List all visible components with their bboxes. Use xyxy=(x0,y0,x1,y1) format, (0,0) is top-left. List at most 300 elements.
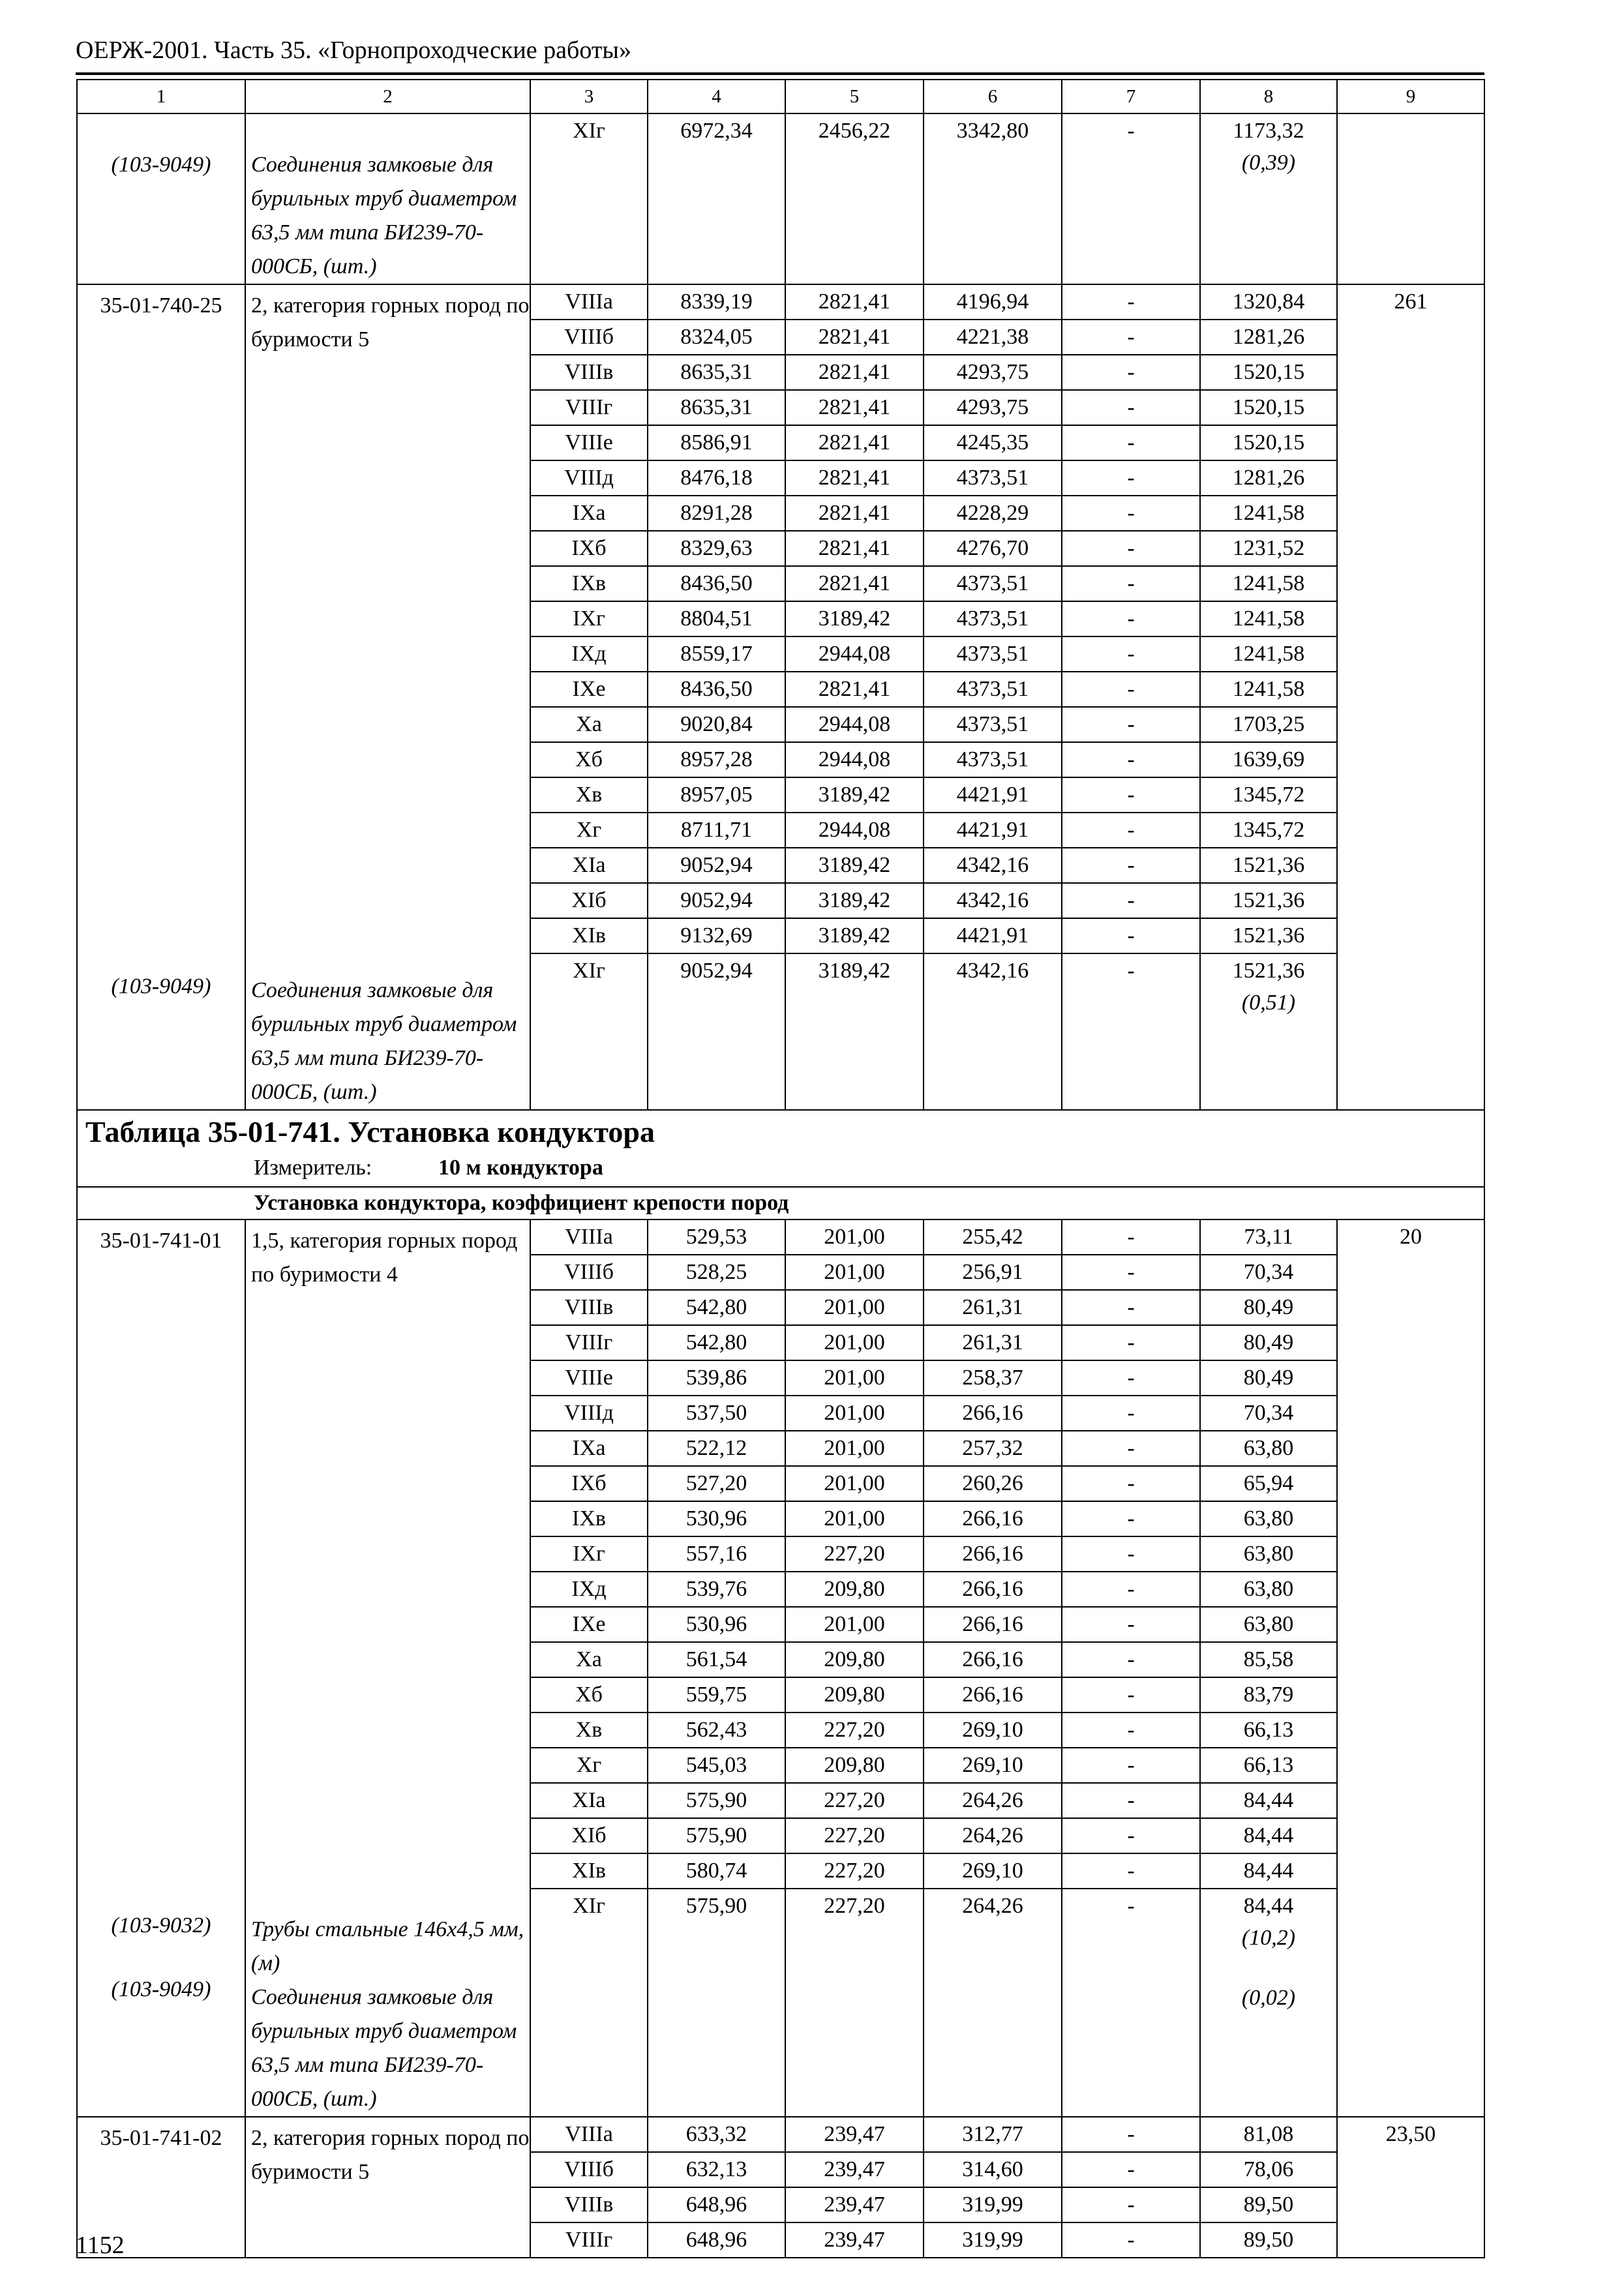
value-col4: 8339,19 xyxy=(648,284,785,320)
value-col6: 4373,51 xyxy=(924,672,1062,707)
value-col8: 1521,36 xyxy=(1200,918,1337,953)
subhead-cell xyxy=(77,1187,1484,1219)
column-number: 2 xyxy=(245,80,530,113)
value-col5: 227,20 xyxy=(785,1889,924,2117)
value-col6: 269,10 xyxy=(924,1853,1062,1889)
value-col7: - xyxy=(1062,707,1200,742)
subhead-row xyxy=(77,1187,1484,1219)
norm-description-cell xyxy=(245,284,530,1110)
rock-category: XIа xyxy=(530,848,648,883)
value-col7: - xyxy=(1062,1466,1200,1501)
value-col7: - xyxy=(1062,601,1200,636)
value-col5: 3189,42 xyxy=(785,953,924,1110)
value-col8: 89,50 xyxy=(1200,2187,1337,2222)
value-col8: 84,44 xyxy=(1200,1853,1337,1889)
rock-category: IXг xyxy=(530,1536,648,1572)
rock-category: IXе xyxy=(530,1607,648,1642)
value-col5: 209,80 xyxy=(785,1677,924,1713)
rock-category: VIIIа xyxy=(530,1219,648,1255)
value-col6: 266,16 xyxy=(924,1677,1062,1713)
value-col8: 1345,72 xyxy=(1200,777,1337,813)
value-col4: 8291,28 xyxy=(648,496,785,531)
value-col8: 1521,36 xyxy=(1232,959,1305,983)
rock-category: IXб xyxy=(530,1466,648,1501)
value-col4: 522,12 xyxy=(648,1431,785,1466)
value-col8: 63,80 xyxy=(1200,1607,1337,1642)
value-col8: 66,13 xyxy=(1200,1713,1337,1748)
value-col6: 4373,51 xyxy=(924,601,1062,636)
value-col7: - xyxy=(1062,918,1200,953)
rock-category: Xг xyxy=(530,813,648,848)
value-col4: 529,53 xyxy=(648,1219,785,1255)
value-col5: 2821,41 xyxy=(785,284,924,320)
resource-code: (103-9049) xyxy=(111,1977,211,2001)
value-col5: 201,00 xyxy=(785,1431,924,1466)
value-col5: 227,20 xyxy=(785,1713,924,1748)
value-col6: 4373,51 xyxy=(924,460,1062,496)
value-col8: 80,49 xyxy=(1200,1290,1337,1325)
column-number: 3 xyxy=(530,80,648,113)
value-col8: 1241,58 xyxy=(1200,496,1337,531)
value-col7: - xyxy=(1062,2117,1200,2152)
value-col8: 84,44 xyxy=(1243,1894,1294,1918)
value-col8: 63,80 xyxy=(1200,1501,1337,1536)
rock-category: XIг xyxy=(530,113,648,284)
value-col7: - xyxy=(1062,2187,1200,2222)
value-col8: 1521,36 xyxy=(1200,848,1337,883)
value-col4: 648,96 xyxy=(648,2222,785,2258)
spacer xyxy=(78,323,245,970)
value-col4: 562,43 xyxy=(648,1713,785,1748)
value-col6: 4221,38 xyxy=(924,320,1062,355)
meter xyxy=(78,1154,1484,1186)
value-col6: 314,60 xyxy=(924,2152,1062,2187)
value-col6: 3342,80 xyxy=(924,113,1062,284)
value-col5: 201,00 xyxy=(785,1501,924,1536)
rock-category: VIIIе xyxy=(530,425,648,460)
value-col7: - xyxy=(1062,113,1200,284)
resource-value: (0,51) xyxy=(1241,991,1296,1015)
value-col4: 557,16 xyxy=(648,1536,785,1572)
value-col4: 8559,17 xyxy=(648,636,785,672)
value-col5: 201,00 xyxy=(785,1325,924,1360)
value-col7: - xyxy=(1062,1536,1200,1572)
value-col4: 8329,63 xyxy=(648,531,785,566)
value-col5: 239,47 xyxy=(785,2152,924,2187)
value-col7: - xyxy=(1062,460,1200,496)
value-col7: - xyxy=(1062,1642,1200,1677)
value-col7: - xyxy=(1062,1572,1200,1607)
value-col6: 4421,91 xyxy=(924,777,1062,813)
value-col6: 266,16 xyxy=(924,1572,1062,1607)
value-col6: 4421,91 xyxy=(924,918,1062,953)
column-number: 1 xyxy=(77,80,245,113)
resource-code-text: (103-9049) xyxy=(111,153,211,177)
norms-table xyxy=(76,79,1485,2258)
value-col5: 201,00 xyxy=(785,1396,924,1431)
norm-description-cell xyxy=(245,2117,530,2258)
value-col8: 1241,58 xyxy=(1200,566,1337,601)
page-number: 1152 xyxy=(76,2232,125,2259)
spacer xyxy=(251,357,530,974)
norm-description: 2, категория горных пород по буримости 5 xyxy=(251,293,530,352)
value-col5: 3189,42 xyxy=(785,918,924,953)
value-col9: 23,50 xyxy=(1337,2117,1484,2258)
resource-name: Трубы стальные 146х4,5 мм, (м) xyxy=(251,1917,524,1975)
value-col8: 1345,72 xyxy=(1200,813,1337,848)
table-row xyxy=(77,284,1484,320)
value-col8: 1241,58 xyxy=(1200,636,1337,672)
value-col4: 633,32 xyxy=(648,2117,785,2152)
value-col6: 261,31 xyxy=(924,1290,1062,1325)
value-col5: 209,80 xyxy=(785,1748,924,1783)
value-col8: 83,79 xyxy=(1200,1677,1337,1713)
rock-category: XIб xyxy=(530,1818,648,1853)
value-col4: 542,80 xyxy=(648,1325,785,1360)
value-col6: 4373,51 xyxy=(924,742,1062,777)
value-col7: - xyxy=(1062,2152,1200,2187)
value-col4: 632,13 xyxy=(648,2152,785,2187)
value-col5: 239,47 xyxy=(785,2187,924,2222)
norm-code: 35-01-740-25 xyxy=(100,293,222,318)
value-col7: - xyxy=(1062,284,1200,320)
rock-category: XIб xyxy=(530,883,648,918)
rock-category: VIIIд xyxy=(530,1396,648,1431)
value-col8: 63,80 xyxy=(1200,1431,1337,1466)
rock-category: IXг xyxy=(530,601,648,636)
rock-category: IXб xyxy=(530,531,648,566)
value-col4: 575,90 xyxy=(648,1889,785,2117)
meter-label: Измеритель: xyxy=(254,1156,372,1180)
spacer xyxy=(78,1258,245,1909)
value-col5: 3189,42 xyxy=(785,777,924,813)
value-col4: 9020,84 xyxy=(648,707,785,742)
value-col7: - xyxy=(1062,390,1200,425)
rock-category: VIIIв xyxy=(530,2187,648,2222)
value-col7: - xyxy=(1062,1431,1200,1466)
value-col8: 1520,15 xyxy=(1200,390,1337,425)
value-col6: 4373,51 xyxy=(924,707,1062,742)
value-col4: 539,76 xyxy=(648,1572,785,1607)
value-col7: - xyxy=(1062,531,1200,566)
value-col6: 266,16 xyxy=(924,1536,1062,1572)
table-title-row xyxy=(77,1110,1484,1187)
value-col5: 201,00 xyxy=(785,1607,924,1642)
table-title: Таблица 35-01-741. Установка кондуктора xyxy=(85,1115,655,1148)
value-col5: 209,80 xyxy=(785,1572,924,1607)
value-col7: - xyxy=(1062,1607,1200,1642)
resource-code xyxy=(77,113,245,284)
value-col7: - xyxy=(1062,1818,1200,1853)
value-col5: 2821,41 xyxy=(785,460,924,496)
value-col6: 319,99 xyxy=(924,2187,1062,2222)
rock-category: VIIIа xyxy=(530,284,648,320)
value-col6: 4342,16 xyxy=(924,883,1062,918)
value-col6: 260,26 xyxy=(924,1466,1062,1501)
value-col8: 70,34 xyxy=(1200,1396,1337,1431)
rock-category: VIIIв xyxy=(530,355,648,390)
value-col8: 84,44 xyxy=(1200,1783,1337,1818)
value-col4: 539,86 xyxy=(648,1360,785,1396)
column-number-row xyxy=(77,80,1484,113)
column-number: 9 xyxy=(1337,80,1484,113)
column-number: 4 xyxy=(648,80,785,113)
value-col8: 1241,58 xyxy=(1200,672,1337,707)
value-col7: - xyxy=(1062,1783,1200,1818)
value-col7: - xyxy=(1062,883,1200,918)
value-col7: - xyxy=(1062,636,1200,672)
value-col8: 80,49 xyxy=(1200,1360,1337,1396)
value-col6: 4373,51 xyxy=(924,566,1062,601)
value-col6: 264,26 xyxy=(924,1818,1062,1853)
rock-category: IXа xyxy=(530,496,648,531)
value-col5: 3189,42 xyxy=(785,601,924,636)
value-col4: 528,25 xyxy=(648,1255,785,1290)
value-col4: 575,90 xyxy=(648,1818,785,1853)
value-col8: 1521,36 xyxy=(1200,883,1337,918)
value-col5: 201,00 xyxy=(785,1360,924,1396)
rock-category: VIIIб xyxy=(530,1255,648,1290)
value-col6: 258,37 xyxy=(924,1360,1062,1396)
value-col5: 2944,08 xyxy=(785,742,924,777)
column-number: 7 xyxy=(1062,80,1200,113)
meter-value: 10 м кондуктора xyxy=(438,1156,603,1180)
value-col7: - xyxy=(1062,355,1200,390)
value-col5: 227,20 xyxy=(785,1783,924,1818)
value-col6: 4342,16 xyxy=(924,848,1062,883)
value-col8: 1639,69 xyxy=(1200,742,1337,777)
norm-code: 35-01-741-02 xyxy=(100,2126,222,2150)
value-col8: 1231,52 xyxy=(1200,531,1337,566)
value-col6: 4293,75 xyxy=(924,355,1062,390)
page-header: ОЕРЖ-2001. Часть 35. «Горнопроходческие работы» xyxy=(76,37,631,64)
value-col8-cell xyxy=(1200,1889,1337,2117)
rock-category: XIв xyxy=(530,918,648,953)
value-col6: 266,16 xyxy=(924,1396,1062,1431)
value-col7: - xyxy=(1062,1360,1200,1396)
value-col4: 8324,05 xyxy=(648,320,785,355)
norm-description-cell xyxy=(245,1219,530,2117)
rock-category: IXв xyxy=(530,1501,648,1536)
value-col7: - xyxy=(1062,1748,1200,1783)
resource-value: (0,39) xyxy=(1241,151,1296,175)
value-col7: - xyxy=(1062,1677,1200,1713)
value-col5: 2821,41 xyxy=(785,531,924,566)
value-col5: 2821,41 xyxy=(785,672,924,707)
value-col8: 1241,58 xyxy=(1200,601,1337,636)
value-col6: 266,16 xyxy=(924,1607,1062,1642)
value-col7: - xyxy=(1062,777,1200,813)
value-col5: 3189,42 xyxy=(785,883,924,918)
value-col5: 201,00 xyxy=(785,1466,924,1501)
rock-category: VIIIг xyxy=(530,390,648,425)
rock-category: VIIIб xyxy=(530,2152,648,2187)
resource-name-text: Соединения замковые для бурильных труб диаметром 63,5 мм типа БИ239-70-000СБ, (шт.) xyxy=(251,153,517,278)
value-col4: 8436,50 xyxy=(648,672,785,707)
column-number: 8 xyxy=(1200,80,1337,113)
value-col6: 256,91 xyxy=(924,1255,1062,1290)
value-col7: - xyxy=(1062,848,1200,883)
value-col6: 4421,91 xyxy=(924,813,1062,848)
resource-name: Соединения замковые для бурильных труб диаметром 63,5 мм типа БИ239-70-000СБ, (шт.) xyxy=(251,1985,517,2111)
value-col6: 4228,29 xyxy=(924,496,1062,531)
value-col7: - xyxy=(1062,2222,1200,2258)
value-col8: 65,94 xyxy=(1200,1466,1337,1501)
rock-category: XIг xyxy=(530,953,648,1110)
value-col6: 4373,51 xyxy=(924,636,1062,672)
rock-category: XIа xyxy=(530,1783,648,1818)
value-col7: - xyxy=(1062,1853,1200,1889)
rock-category: Xг xyxy=(530,1748,648,1783)
value-col6: 312,77 xyxy=(924,2117,1062,2152)
header-rule xyxy=(76,72,1484,75)
table-row xyxy=(77,1219,1484,1255)
rock-category: IXд xyxy=(530,1572,648,1607)
value-col4: 542,80 xyxy=(648,1290,785,1325)
value-col4: 8476,18 xyxy=(648,460,785,496)
value-col6: 4276,70 xyxy=(924,531,1062,566)
value-col6: 266,16 xyxy=(924,1501,1062,1536)
value-col6: 269,10 xyxy=(924,1748,1062,1783)
norm-code-cell xyxy=(77,284,245,1110)
value-col4: 8711,71 xyxy=(648,813,785,848)
value-col7: - xyxy=(1062,1396,1200,1431)
value-col5: 201,00 xyxy=(785,1255,924,1290)
value-col7: - xyxy=(1062,672,1200,707)
value-col8: 1281,26 xyxy=(1200,460,1337,496)
value-col4: 575,90 xyxy=(648,1783,785,1818)
value-col9: 261 xyxy=(1337,284,1484,1110)
column-number: 6 xyxy=(924,80,1062,113)
value-col6: 255,42 xyxy=(924,1219,1062,1255)
value-col7: - xyxy=(1062,1255,1200,1290)
rock-category: IXе xyxy=(530,672,648,707)
value-col8: 66,13 xyxy=(1200,1748,1337,1783)
value-col8: 85,58 xyxy=(1200,1642,1337,1677)
value-col8: 73,11 xyxy=(1200,1219,1337,1255)
value-col4: 8436,50 xyxy=(648,566,785,601)
value-col7: - xyxy=(1062,1889,1200,2117)
norm-code-cell xyxy=(77,1219,245,2117)
value-col4: 8635,31 xyxy=(648,390,785,425)
value-col4: 537,50 xyxy=(648,1396,785,1431)
value-col7: - xyxy=(1062,496,1200,531)
value-col4: 9132,69 xyxy=(648,918,785,953)
value-col6: 4196,94 xyxy=(924,284,1062,320)
rock-category: VIIIб xyxy=(530,320,648,355)
resource-value: (0,02) xyxy=(1241,1986,1296,2010)
value-col5: 201,00 xyxy=(785,1290,924,1325)
value-col4: 545,03 xyxy=(648,1748,785,1783)
value-col7: - xyxy=(1062,320,1200,355)
value-col7: - xyxy=(1062,813,1200,848)
value-col8 xyxy=(1200,113,1337,284)
value-col5: 2821,41 xyxy=(785,496,924,531)
table-title-cell xyxy=(77,1110,1484,1187)
value-col5: 239,47 xyxy=(785,2117,924,2152)
value-col6: 4293,75 xyxy=(924,390,1062,425)
value-col7: - xyxy=(1062,1290,1200,1325)
value-col4: 6972,34 xyxy=(648,113,785,284)
value-col6: 4342,16 xyxy=(924,953,1062,1110)
value-col6: 264,26 xyxy=(924,1889,1062,2117)
value-col7: - xyxy=(1062,566,1200,601)
subhead: Установка кондуктора, коэффициент крепости пород xyxy=(254,1191,789,1215)
column-number: 5 xyxy=(785,80,924,113)
value-col4: 8957,05 xyxy=(648,777,785,813)
value-col5: 201,00 xyxy=(785,1219,924,1255)
value-col8: 89,50 xyxy=(1200,2222,1337,2258)
table-row xyxy=(77,2117,1484,2152)
value-col8: 81,08 xyxy=(1200,2117,1337,2152)
value-col5: 227,20 xyxy=(785,1853,924,1889)
value-col7: - xyxy=(1062,425,1200,460)
value-col6: 261,31 xyxy=(924,1325,1062,1360)
rock-category: Xа xyxy=(530,1642,648,1677)
resource-code: (103-9032) xyxy=(111,1913,211,1937)
norm-code: 35-01-741-01 xyxy=(100,1229,222,1253)
value-col4: 9052,94 xyxy=(648,848,785,883)
rock-category: XIг xyxy=(530,1889,648,2117)
value-col8: 78,06 xyxy=(1200,2152,1337,2187)
rock-category: IXв xyxy=(530,566,648,601)
value-col7: - xyxy=(1062,1219,1200,1255)
value-col8: 80,49 xyxy=(1200,1325,1337,1360)
resource-code: (103-9049) xyxy=(111,974,211,998)
value-col7: - xyxy=(1062,1325,1200,1360)
norm-description: 2, категория горных пород по буримости 5 xyxy=(251,2126,530,2184)
value-col4: 530,96 xyxy=(648,1607,785,1642)
rock-category: VIIIе xyxy=(530,1360,648,1396)
rock-category: Xб xyxy=(530,742,648,777)
rock-category: Xб xyxy=(530,1677,648,1713)
rock-category: XIв xyxy=(530,1853,648,1889)
value-col8: 1520,15 xyxy=(1200,425,1337,460)
rock-category: IXд xyxy=(530,636,648,672)
value-col5: 2944,08 xyxy=(785,636,924,672)
value-col6: 4245,35 xyxy=(924,425,1062,460)
value-col5: 209,80 xyxy=(785,1642,924,1677)
rock-category: VIIIд xyxy=(530,460,648,496)
value-col4: 8804,51 xyxy=(648,601,785,636)
rock-category: IXа xyxy=(530,1431,648,1466)
value-col6: 319,99 xyxy=(924,2222,1062,2258)
value-col6: 264,26 xyxy=(924,1783,1062,1818)
value-col8: 70,34 xyxy=(1200,1255,1337,1290)
value-col5: 2944,08 xyxy=(785,813,924,848)
norm-description: 1,5, категория горных пород по буримости 4 xyxy=(251,1229,518,1287)
value-col6: 257,32 xyxy=(924,1431,1062,1466)
value-col4: 8586,91 xyxy=(648,425,785,460)
value-col5: 3189,42 xyxy=(785,848,924,883)
value-col6: 269,10 xyxy=(924,1713,1062,1748)
value-col4: 9052,94 xyxy=(648,953,785,1110)
spacer xyxy=(251,1292,530,1913)
value-col8: 1320,84 xyxy=(1200,284,1337,320)
value-col4: 559,75 xyxy=(648,1677,785,1713)
value-col4: 561,54 xyxy=(648,1642,785,1677)
value-col5: 227,20 xyxy=(785,1818,924,1853)
spacer xyxy=(1201,1953,1336,1983)
value-col7: - xyxy=(1062,953,1200,1110)
value-col4: 530,96 xyxy=(648,1501,785,1536)
rock-category: Xа xyxy=(530,707,648,742)
value-col8: 1520,15 xyxy=(1200,355,1337,390)
rock-category: VIIIа xyxy=(530,2117,648,2152)
value-col8: 63,80 xyxy=(1200,1572,1337,1607)
value-col5: 239,47 xyxy=(785,2222,924,2258)
value-col5: 2456,22 xyxy=(785,113,924,284)
